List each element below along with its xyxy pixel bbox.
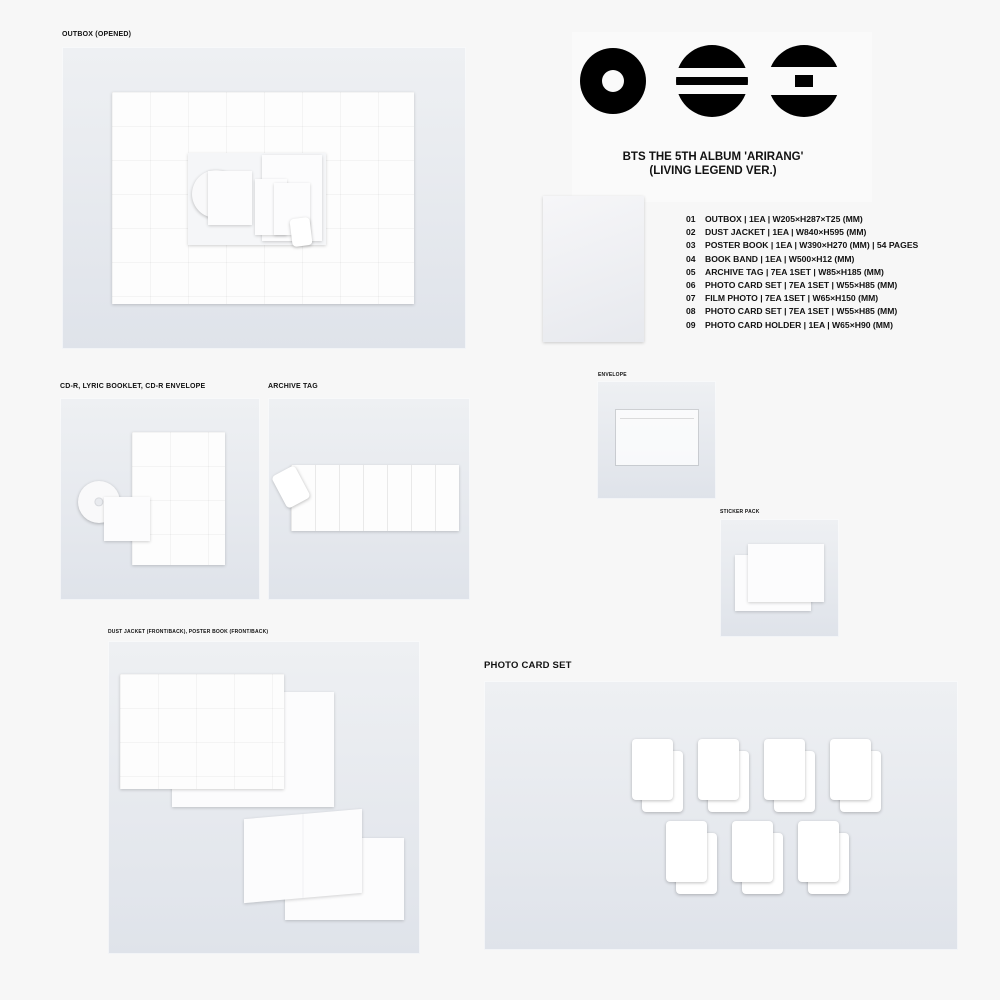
cd-set-panel: [60, 398, 260, 600]
album-title-line2: (LIVING LEGEND VER.): [649, 165, 777, 177]
sticker-sheet-front: [748, 544, 824, 602]
envelope-panel: [597, 381, 716, 499]
dust-poster-panel: [108, 641, 420, 954]
dust-jacket-front: [120, 674, 284, 789]
spec-item: 05 ARCHIVE TAG | 7EA 1SET | W85×H185 (MM): [686, 266, 884, 277]
photo-card-set-panel: [484, 681, 958, 950]
archive-tag-strip: [291, 465, 459, 531]
photo-card: [798, 821, 839, 882]
album-title-line1: BTS THE 5TH ALBUM 'ARIRANG': [622, 151, 804, 163]
envelope-item: [616, 410, 698, 465]
spec-item: 04 BOOK BAND | 1EA | W500×H12 (MM): [686, 253, 855, 264]
photo-card: [666, 821, 707, 882]
spec-item: 08 PHOTO CARD SET | 7EA 1SET | W55×H85 (MM): [686, 306, 898, 317]
photo-card: [830, 739, 871, 800]
cd-envelope: [104, 497, 150, 541]
outbox-label: OUTBOX (OPENED): [62, 31, 132, 38]
photo-card: [698, 739, 739, 800]
spec-list: [686, 213, 918, 332]
cd-set-label: CD-R, LYRIC BOOKLET, CD-R ENVELOPE: [60, 383, 206, 390]
photo-card-set-label: PHOTO CARD SET: [484, 660, 572, 671]
spec-item: 09 PHOTO CARD HOLDER | 1EA | W65×H90 (MM): [686, 319, 893, 330]
outbox-closed: [543, 196, 644, 342]
photo-card: [764, 739, 805, 800]
album-title: [588, 150, 838, 178]
envelope-label: ENVELOPE: [598, 372, 627, 378]
photo-card: [632, 739, 673, 800]
dust-poster-label: DUST JACKET (FRONT/BACK), POSTER BOOK (FRONT/BACK): [108, 629, 269, 635]
spec-item: 02 DUST JACKET | 1EA | W840×H595 (MM): [686, 227, 867, 238]
outbox-panel: [62, 47, 466, 349]
ring-bars-logo-icon: [572, 32, 872, 142]
archive-tag-panel: [268, 398, 470, 600]
envelope-flap-line: [620, 418, 694, 419]
spec-item: 06 PHOTO CARD SET | 7EA 1SET | W55×H85 (MM): [686, 280, 898, 291]
spec-item: 03 POSTER BOOK | 1EA | W390×H270 (MM) | 54 PAGES: [686, 240, 919, 251]
poster-book-front: [244, 809, 362, 903]
archive-tag-label: ARCHIVE TAG: [268, 383, 318, 390]
photo-card: [732, 821, 773, 882]
sticker-pack-label: STICKER PACK: [720, 509, 760, 515]
outbox-photo-card: [289, 217, 312, 247]
sticker-pack-panel: [720, 519, 839, 637]
spec-item: 01 OUTBOX | 1EA | W205×H287×T25 (MM): [686, 214, 863, 224]
spec-item: 07 FILM PHOTO | 7EA 1SET | W65×H150 (MM): [686, 293, 879, 304]
outbox-booklet: [208, 171, 252, 225]
